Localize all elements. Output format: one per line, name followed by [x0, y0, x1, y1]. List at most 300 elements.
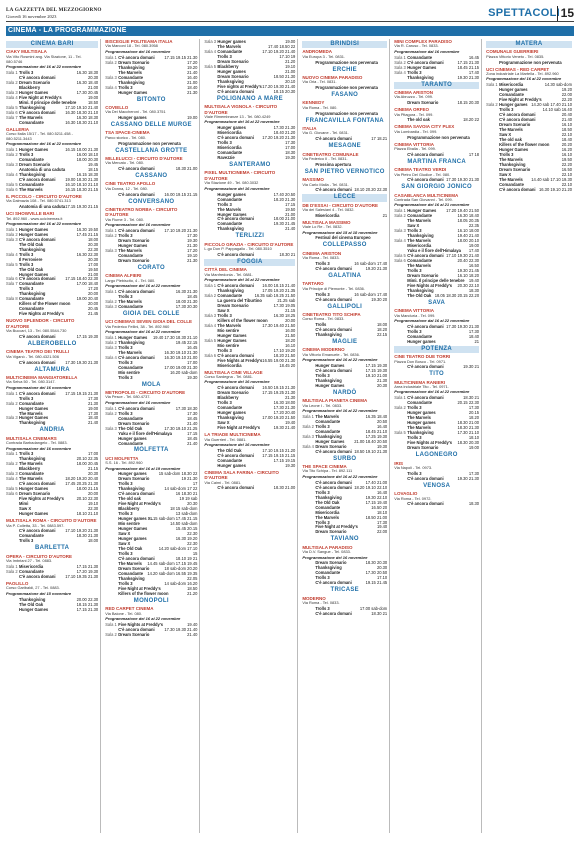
showtimes: 21.00 [285, 211, 296, 217]
city-heading: TITO [429, 371, 445, 378]
city-heading: CORATO [137, 265, 165, 271]
showtimes: 19.50 [285, 206, 296, 212]
screen-label [204, 485, 217, 490]
film-title: Hunger games [407, 420, 436, 426]
film-title: C'è ancora domani [217, 88, 254, 94]
cinema-entry [105, 319, 197, 379]
film-title: C'è ancora domani [19, 359, 56, 365]
film-title: C'è ancora domani [118, 166, 155, 172]
programme-dates: Programmazione del 16 novembre [204, 185, 270, 191]
city-heading: SAN PIETRO VERNOTICO [304, 168, 385, 175]
city-heading: SURBO [333, 455, 357, 462]
film-title: The Marvels [407, 238, 431, 244]
cinema-name: CINEMA VITTORIA [394, 141, 434, 147]
screen-label [6, 120, 19, 125]
showtimes: 16.30 21.30 [175, 288, 198, 294]
screening-row [302, 611, 387, 616]
showtimes: 18.40 [187, 84, 198, 90]
screening-row [394, 152, 479, 157]
film-title: Mimì. Il principe delle tenebre [19, 99, 77, 105]
showtimes: 18.50 [87, 99, 99, 105]
listing-column [105, 39, 200, 833]
screening-row [105, 115, 197, 120]
screen-label: Sala 2 [6, 568, 18, 574]
showtimes: 15 [192, 551, 198, 557]
showtimes: 20.10 [285, 78, 296, 84]
city-heading: MATERA [486, 41, 572, 48]
film-title: Killers of the Flower moon [19, 301, 71, 307]
screen-label: Sala 4 [6, 171, 18, 177]
screening-row [6, 574, 98, 579]
film-title: C'è ancora domani [217, 252, 254, 257]
film-title: Thanksgiving [315, 377, 342, 383]
film-title: The Marvels [217, 322, 242, 328]
screening-row [302, 297, 387, 302]
showtimes: 17.15 21.30 [457, 59, 480, 65]
screening-row [302, 162, 387, 167]
cinema-address: Corso Roma - Tel. 0833. [302, 316, 345, 322]
screen-label: Sala 4 [105, 84, 117, 90]
screen-label [394, 75, 407, 80]
city-heading: BARLETTA [34, 545, 70, 552]
screen-label [302, 235, 315, 240]
cinema-address: Via Manfredonia - Tel. 0881. [204, 271, 253, 277]
showtimes: 14.20 sab-dom 16.55 19.35 [147, 571, 198, 577]
film-title: Thanksgiving [315, 332, 342, 338]
screening-row [394, 135, 479, 140]
showtimes: 18.00 21.00 [273, 216, 296, 222]
showtimes: 15.45 20.15 [175, 526, 198, 532]
film-title: Hunger games [499, 87, 528, 93]
film-title: Misericordia [217, 145, 242, 151]
screening-row [302, 580, 387, 585]
showtimes: 17.30 19.30 21.30 [446, 177, 480, 183]
film-title: C'è ancora domani [19, 176, 56, 182]
film-title: Comandante [217, 405, 243, 411]
film-title: Hunger games [217, 68, 246, 74]
film-title: Trolls 3 [19, 251, 34, 257]
screening-row [6, 511, 98, 516]
showtimes: 17.15 19.25 21.30 [262, 390, 296, 396]
showtimes: 17.15 19.15 [273, 457, 296, 463]
screening-row [302, 332, 387, 337]
screen-label [105, 141, 118, 146]
screen-label [105, 90, 118, 95]
film-title: C'è ancora domani [499, 112, 536, 118]
screen-label [204, 463, 217, 468]
showtimes: 22.30 [87, 246, 99, 252]
screen-label: Sala 2 [302, 423, 314, 429]
cinema-name: ANDROMEDA [302, 49, 333, 55]
cinema-entry [486, 67, 572, 192]
showtimes: 16.15 18.00 21.30 [65, 146, 99, 152]
screen-label: Sala 2 [394, 405, 406, 411]
film-title: C'è ancora domani [118, 626, 155, 632]
showtimes: 16.30 18.25 [273, 312, 296, 318]
listing-column [204, 39, 298, 833]
showtimes: 18.20 22 [463, 117, 480, 123]
film-title: Trolls 3 [118, 374, 133, 380]
showtimes: 20.30 [87, 256, 99, 262]
showtimes: 18.30 21 [371, 610, 388, 616]
cinema-address: Via Napoli - Tel. 0973. [394, 464, 433, 470]
film-title: Programmazione non pervenuta [315, 59, 378, 65]
showtimes: 20.10 22.35 [76, 456, 99, 462]
showtimes: 17.30 19.30 21.30 [446, 323, 480, 329]
cinema-entry [105, 39, 197, 95]
film-title: Thanksgiving [19, 246, 46, 252]
city-heading: MOLA [141, 381, 161, 388]
cinema-entry [302, 177, 387, 192]
showtimes: 21.15 [87, 466, 99, 472]
film-title: Five Night at Freddy's [118, 586, 161, 592]
showtimes: 18.00 [376, 322, 388, 328]
screening-row [204, 363, 295, 368]
showtimes: 16.30 18.40 [76, 79, 99, 85]
film-title: Trolls 3 [118, 293, 133, 299]
screen-label: Sala 4 [302, 443, 314, 449]
showtimes: 19.00 20.40 [76, 296, 99, 302]
film-title: Trolls 3 [19, 286, 34, 292]
film-title: C'è ancora domani [19, 390, 56, 396]
showtimes: 20.45 [87, 306, 99, 312]
screen-label: Sala 2 [105, 339, 117, 345]
screen-label [302, 332, 315, 337]
showtimes: 17.30 [285, 140, 296, 146]
film-title: Anatomia di una caduta [19, 204, 66, 210]
screen-label [302, 187, 315, 192]
city-heading: ALBEROBELLO [27, 341, 77, 348]
screen-label [486, 187, 499, 192]
screen-label: Sala 8 [6, 296, 18, 302]
screen-label: Sala 2 [105, 298, 117, 304]
film-title: Trolls 3 [315, 489, 330, 495]
screen-label: Sala 3 [204, 312, 217, 318]
screen-label: Sala 5 [6, 104, 18, 110]
showtimes: 18.30 21.30 [76, 533, 99, 539]
film-title: Thanksgiving [407, 288, 434, 294]
screening-row [204, 226, 295, 231]
showtimes: 18.20 [285, 337, 296, 343]
programme-dates: Programmazione del 16 novembre [204, 379, 270, 385]
screen-label: Sala 5 [204, 63, 217, 69]
film-title: Trolls 3 [315, 372, 330, 378]
film-title: Hunger Games [19, 606, 49, 612]
showtimes: 17.30 19.40 21.50 [262, 322, 296, 328]
film-title: The Old Oak [19, 241, 44, 247]
screen-label: Sala 6 [6, 186, 18, 192]
cinema-name: MULTISALA MASSIMO [302, 219, 351, 225]
programme-dates: Programmazione del 16 al 22 novembre [6, 141, 82, 147]
screen-label [302, 611, 315, 616]
film-title: Dream Scenario [19, 161, 51, 167]
cinema-name: MINI COMPLEX PARADISO [394, 39, 452, 44]
cinema-entry [105, 606, 197, 637]
city-heading: SANTERAMO [229, 162, 271, 169]
city-heading: TARANTO [394, 82, 479, 89]
screen-label: Sala 4 [6, 476, 18, 482]
film-title: Dream Scenario [118, 476, 150, 482]
film-title: Dream Scenario [315, 529, 347, 535]
showtimes: 17.30 19.30 21.40 [164, 626, 198, 632]
programme-dates: Programmazione dal 16 al 22 novembre [302, 357, 378, 363]
showtimes: 22.05 [187, 576, 198, 582]
cinema-name: CINEMA SALA FARINA - CIRCUITO D'AUTORE [204, 469, 279, 481]
city-heading: FASANO [331, 92, 359, 99]
film-title: Trolls [315, 322, 327, 328]
film-title: Five Night at Freddy's [315, 524, 358, 530]
film-title: C'è ancora domani [315, 580, 352, 586]
film-title: Hunger games [118, 115, 147, 121]
showtimes: 17.30 20.30 [175, 303, 198, 309]
screen-label [6, 360, 19, 365]
screen-label: Sala 3 [6, 471, 18, 477]
screening-row [486, 60, 572, 65]
programme-dates: Programmazione del 16 al 22 novembre [105, 616, 181, 622]
screening-row [204, 89, 295, 94]
showtimes: 17.15 19.40 [365, 499, 388, 505]
showtimes: 19 19 sab [179, 496, 198, 502]
cinema-address: Corso Garibaldi, 27 - Tel. 0883. [6, 585, 60, 591]
film-title: Hunger Games [118, 89, 148, 95]
listing-column [6, 39, 101, 833]
showtimes: 16.30 22.30 [76, 251, 99, 257]
film-title: Thanksgiving [19, 456, 46, 462]
film-title: Dream Scenario [315, 560, 347, 566]
showtimes: 18.30 21.00 [273, 485, 296, 491]
showtimes: 17.00 [187, 359, 198, 365]
film-title: Five Night at Freddy's [217, 425, 261, 431]
film-title: Mio sentire [118, 521, 140, 527]
screen-label: Sala 1 [105, 621, 117, 627]
film-title: Killers of the flower moon [118, 591, 169, 597]
film-title: Trolls 3 [118, 233, 133, 239]
film-title: Comandante [407, 258, 432, 264]
film-title: C'è ancora domani [19, 236, 56, 242]
showtimes: 22.35 [468, 223, 480, 229]
screen-label [302, 111, 315, 116]
showtimes: 22.10 [561, 132, 572, 138]
cinema-address: Via Tito Schipa - Tel. 892.111 [302, 468, 353, 474]
film-title: Trolls 3 [315, 519, 330, 525]
cinema-name: MULTISALA PIANETA CINEMA [302, 398, 368, 404]
cinema-address: Via Stazione 49 - Tel. 080.3032 [204, 180, 259, 186]
screen-label: Sala 3 [6, 236, 18, 242]
cinema-name: CINETEATRO NORBA - CIRCUITO D'AUTORE [105, 207, 178, 218]
cinema-name: PICCOLO GRAZIA - CIRCUITO D'AUTORE [204, 241, 294, 247]
screen-label: Sala 2 [6, 461, 18, 467]
screen-label [204, 425, 217, 430]
screen-label: Sala 1 [6, 563, 18, 569]
screen-label: Sala 7 [6, 114, 18, 120]
showtimes: 17.40 20.50 [273, 191, 296, 197]
showtimes: 14.45 sab-dom 17.15 19.45 [147, 561, 198, 567]
screen-label: Sala 3 [105, 74, 117, 80]
screening-row [204, 485, 295, 490]
screening-row [302, 136, 387, 141]
showtimes: 17.15 19.15 21.30 [65, 390, 99, 396]
screen-label: Sala 3 [105, 248, 117, 254]
showtimes: 20.15 [468, 410, 480, 416]
cinema-entry [105, 456, 197, 596]
film-title: C'è ancora domani [217, 216, 254, 222]
showtimes: 17.15 19.15 21.30 [164, 54, 198, 60]
film-title: Trolls 3 [118, 344, 133, 350]
cinema-address: Via Mercato - Tel. 080. [105, 160, 144, 166]
screen-label: Sala 5 [204, 337, 217, 343]
cinema-name: KENNEDY [302, 100, 325, 106]
film-title: The Marvels [19, 476, 43, 482]
film-title: Thanksgiving [118, 64, 145, 70]
showtimes: 22.20 [561, 161, 572, 167]
listings-columns [6, 39, 574, 833]
film-title: C'è ancora domani [407, 151, 444, 157]
showtimes: 19.50 [561, 156, 572, 162]
showtimes: 17.30 [187, 233, 198, 239]
screening-row [6, 311, 98, 316]
showtimes: 22.10 [561, 181, 572, 187]
screen-label: Sala 6 [204, 352, 217, 358]
cinema-name: CINETEATRO COMUNALE [302, 151, 359, 157]
showtimes: 18.10 21.10 [76, 511, 99, 517]
screen-label [6, 204, 19, 209]
cinema-entry [204, 39, 295, 94]
cinema-entry [6, 49, 98, 124]
film-title: Comandante [19, 400, 44, 406]
screening-row [302, 85, 387, 90]
film-title: Blackberry [217, 63, 239, 69]
cinema-entry [394, 308, 479, 344]
screen-label: Sala 5 [6, 261, 18, 267]
screen-label: Sala 1 [105, 54, 117, 60]
showtimes: 21.00 18.40 20.50 [354, 438, 388, 444]
showtimes: 16.35 sab 19.25 21.50 [254, 292, 296, 298]
cinema-name: CINEMA TEATRO VERDI [394, 167, 447, 173]
screen-label [302, 85, 315, 90]
showtimes: 18.15 [87, 166, 99, 172]
film-title: The old oak [499, 137, 522, 142]
screening-row [302, 449, 387, 454]
showtimes: 19.30 21.45 [273, 221, 296, 227]
cinema-name: MULTISALA CINE VILLAGE [204, 369, 263, 375]
film-title: Hunger Games [19, 486, 49, 492]
screen-label [394, 293, 407, 298]
showtimes: 19.40 [285, 420, 296, 426]
screen-label: Sala 7 [6, 281, 18, 287]
cinema-name: CASABLANCA MULTICINEMA [394, 192, 459, 198]
screening-row [6, 120, 98, 125]
film-title: C'è ancora domani [407, 364, 444, 370]
film-title: The Old Oak [315, 499, 340, 505]
showtimes: 18.20 21.50 [273, 352, 296, 358]
film-title: Trolls 3 [217, 312, 232, 318]
screen-label [6, 511, 19, 516]
cinema-entry [394, 107, 479, 122]
city-heading: LECCE [302, 194, 387, 201]
screening-row [105, 166, 197, 171]
film-title: Hunger Games [217, 211, 247, 217]
programme-dates: Programmazione dal 16 al 22 novembre [394, 318, 470, 324]
film-title: The Marvels [315, 514, 339, 520]
cinema-name: UCI CINEMAS SEVEN GIOIA DEL COLLE [105, 319, 192, 325]
cinema-name: MULTISALA ROMA - CIRCUITO D'AUTORE [6, 518, 97, 524]
city-heading: CASSANO [135, 173, 168, 180]
screening-row [204, 425, 295, 430]
showtimes: 16.50 19.15 21.30 [262, 385, 296, 391]
city-heading: CINEMA BARI [6, 41, 98, 48]
programme-dates: Programmazione del 16 al 22 novembre [204, 119, 280, 125]
showtimes: 17.00 19.20 21.50 [262, 415, 296, 421]
showtimes: 21.40 [285, 226, 296, 232]
screening-row [105, 192, 197, 197]
film-title: The Marvels [217, 206, 242, 212]
film-title: Trolls 3 [217, 140, 232, 146]
cinema-address: Via Mandurìa - Tel. 099. [394, 312, 436, 318]
cinema-address: Zona industriale La Martella - Tel. 892.960 [486, 71, 559, 77]
programme-dates: Programmazione del 16 novembre [6, 384, 72, 390]
screening-row [394, 339, 479, 344]
screen-label [204, 89, 217, 94]
cinema-entry [302, 152, 387, 167]
cinema-entry [6, 518, 98, 543]
screen-label: Sala 5 [394, 430, 406, 436]
cinema-name: TARTARO [302, 281, 324, 287]
film-title: The Marvels [19, 410, 43, 416]
showtimes: 19.30 20 [371, 296, 388, 302]
programme-dates: Programmazione del 16 novembre [6, 445, 72, 451]
screen-label [394, 476, 407, 481]
showtimes: 21.00 [285, 68, 296, 74]
showtimes: 19.45 22.15 [175, 339, 198, 345]
showtimes: 17.10 19.20 21.40 [262, 48, 296, 54]
showtimes: 20.30 [376, 565, 388, 571]
film-title: Trolls 3 [407, 268, 422, 274]
cinema-name: LA TRIADE MULTICINEMA [204, 432, 261, 438]
film-title: Comandante [19, 281, 44, 287]
screen-label [105, 258, 118, 263]
cinema-entry [6, 554, 98, 579]
screen-label [302, 60, 315, 65]
cinema-address: Via Vito Rosmini ang. Via Stazione, 11 - Tel. 080.5746 [6, 53, 82, 64]
film-title: Thanksgiving [19, 291, 46, 297]
showtimes: 16.10 18.20 [457, 273, 480, 279]
cinema-entry [302, 281, 387, 301]
showtimes: 18.50 19.10 21.30 [354, 448, 388, 454]
screen-label: Sala 6 [394, 258, 406, 264]
showtimes: 16.00 [285, 327, 296, 333]
cinema-name: METROPOLIS - CIRCUITO D'AUTORE [105, 389, 186, 395]
section-title: SPETTACOLI [488, 7, 560, 19]
film-title: Prossima apertura [315, 161, 352, 167]
showtimes: 19.20 [187, 64, 198, 70]
screen-label [6, 334, 19, 339]
film-title: Hunger games [217, 125, 246, 131]
city-heading: SAVA [428, 300, 446, 306]
showtimes: 17.15 [187, 430, 198, 436]
cinema-entry [302, 75, 387, 90]
showtimes: 19.00 [87, 405, 99, 411]
film-title: C'è ancora domani [407, 501, 444, 507]
film-title: Dream Scenario [118, 420, 150, 426]
screen-label: Sala 1 [394, 395, 406, 401]
cinema-address: Contrada Barbadangelo - Tel. 0883. [6, 440, 68, 446]
showtimes: 21.30 [187, 258, 198, 264]
film-title: Thanksgiving [407, 233, 434, 239]
screen-label [394, 100, 407, 105]
screening-row [6, 360, 98, 365]
film-title: Hunger Games [19, 231, 49, 237]
showtimes: 17.15 21.30 [76, 606, 99, 612]
